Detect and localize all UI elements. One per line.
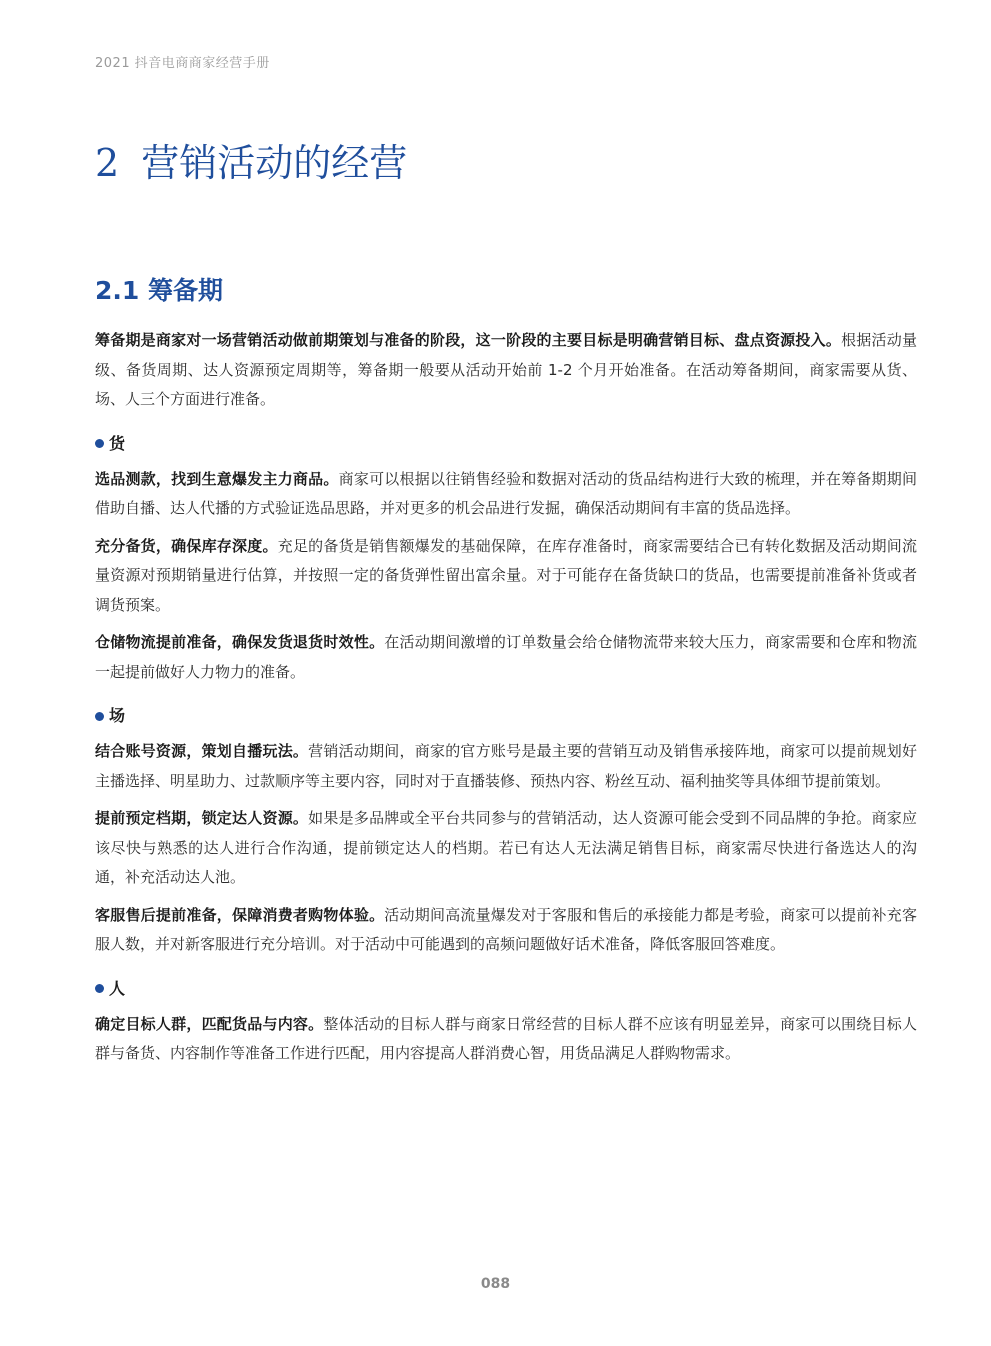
paragraph-text: 如果是多品牌或全平台共同参与的营销活动，达人资源可能会受到不同品牌的争抢。商家应该尽快与熟悉的达人进行合作沟通，提前锁定达人的档期。若已有达人无法满足销售目标，商家需尽快进行备选达人的沟通，补充活动达人池。 [95, 809, 917, 886]
group-label: 人 [109, 978, 126, 998]
paragraph-text: 商家可以根据以往销售经验和数据对活动的货品结构进行大致的梳理，并在筹备期期间借助自播、达人代播的方式验证选品思路，并对更多的机会品进行发掘，确保活动期间有丰富的货品选择。 [95, 469, 917, 517]
paragraph [95, 804, 917, 893]
paragraph-lead: 提前预定档期，锁定达人资源。 [95, 809, 309, 827]
paragraph-text: 在活动期间激增的订单数量会给仓储物流带来较大压力，商家需要和仓库和物流一起提前做好人力物力的准备。 [95, 633, 917, 681]
paragraph [95, 737, 917, 796]
paragraph-lead: 确定目标人群，匹配货品与内容。 [95, 1014, 324, 1033]
page-number: 088 [480, 1276, 511, 1292]
paragraph-lead: 客服售后提前准备，保障消费者购物体验。 [95, 905, 385, 924]
bullet-dot-icon [95, 712, 104, 721]
bullet-dot-icon [95, 984, 104, 993]
intro-lead: 筹备期是商家对一场营销活动做前期策划与准备的阶段，这一阶段的主要目标是明确营销目标、盘点资源投入。 [95, 331, 842, 349]
group-label: 货 [109, 433, 126, 453]
paragraph-lead: 仓储物流提前准备，确保发货退货时效性。 [95, 633, 385, 651]
paragraph [95, 1010, 917, 1069]
running-header: 2021 抖音电商商家经营手册 [95, 56, 270, 71]
chapter-title [95, 132, 407, 187]
chapter-title-text: 营销活动的经营 [141, 141, 408, 185]
paragraph [95, 628, 917, 687]
group-heading-venue [95, 701, 917, 731]
paragraph-lead: 充分备货，确保库存深度。 [95, 536, 278, 555]
paragraph-lead: 选品测款，找到生意爆发主力商品。 [95, 469, 339, 488]
section-title: 2.1 筹备期 [95, 276, 223, 305]
main-content [95, 270, 917, 1077]
group-label: 场 [109, 706, 126, 725]
paragraph [95, 532, 917, 621]
group-heading-goods [95, 429, 917, 459]
bullet-dot-icon [95, 439, 104, 448]
paragraph-text: 整体活动的目标人群与商家日常经营的目标人群不应该有明显差异，商家可以围绕目标人群与备货、内容制作等准备工作进行匹配，用内容提高人群消费心智，用货品满足人群购物需求。 [95, 1014, 917, 1062]
paragraph [95, 901, 917, 960]
paragraph-text: 营销活动期间，商家的官方账号是最主要的营销互动及销售承接阵地，商家可以提前规划好主播选择、明星助力、过款顺序等主要内容，同时对于直播装修、预热内容、粉丝互动、福利抽奖等具体细节提前策划。 [95, 742, 917, 790]
paragraph-text: 活动期间高流量爆发对于客服和售后的承接能力都是考验，商家可以提前补充客服人数，并对新客服进行充分培训。对于活动中可能遇到的高频问题做好话术准备，降低客服回答难度。 [95, 905, 917, 953]
intro-text: 根据活动量级、备货周期、达人资源预定周期等，筹备期一般要从活动开始前 1-2 个月开始准备。在活动筹备期间，商家需要从货、场、人三个方面进行准备。 [95, 331, 917, 408]
chapter-number: 2 [95, 141, 120, 185]
section-intro [95, 326, 917, 415]
group-heading-people [95, 974, 917, 1004]
paragraph-lead: 结合账号资源，策划自播玩法。 [95, 742, 309, 760]
paragraph [95, 465, 917, 524]
paragraph-text: 充足的备货是销售额爆发的基础保障，在库存准备时，商家需要结合已有转化数据及活动期间流量资源对预期销量进行估算，并按照一定的备货弹性留出富余量。对于可能存在备货缺口的货品，也需要提前准备补货或者调货预案。 [95, 536, 917, 614]
